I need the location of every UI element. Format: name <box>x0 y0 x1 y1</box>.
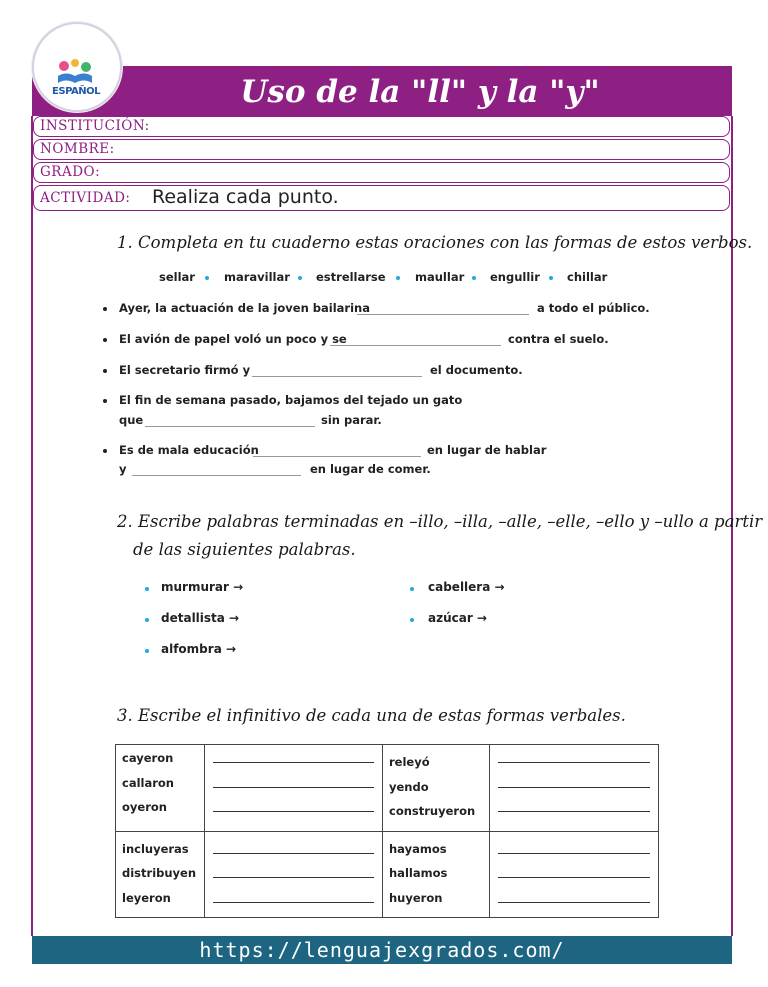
sentence-1-part-a: Ayer, la actuación de la joven bailarina <box>119 301 370 315</box>
list-dot <box>410 587 414 591</box>
table-cell <box>383 745 490 832</box>
answer-blank[interactable] <box>357 314 529 315</box>
sentence-4-part-a: El fin de semana pasado, bajamos del tejado un gato <box>119 393 463 407</box>
sentence-4-part-b: sin parar. <box>321 413 382 427</box>
word-murmurar: murmurar → <box>161 580 244 594</box>
table-cell <box>116 831 205 918</box>
bullet <box>103 449 107 453</box>
answer-line[interactable] <box>213 840 374 854</box>
word-cabellera: cabellera → <box>428 580 505 594</box>
sentence-2-part-b: contra el suelo. <box>508 332 609 346</box>
worksheet-title: Uso de la "ll" y la "y" <box>240 74 600 110</box>
section1-heading: 1. Completa en tu cuaderno estas oraciones con las formas de estos verbos. <box>117 233 753 252</box>
word-azucar: azúcar → <box>428 611 487 625</box>
answer-line[interactable] <box>213 774 374 788</box>
field-actividad[interactable] <box>33 185 730 211</box>
separator-dot <box>396 276 400 280</box>
word-alfombra: alfombra → <box>161 642 237 656</box>
separator-dot <box>205 276 209 280</box>
answer-line[interactable] <box>213 864 374 878</box>
separator-dot <box>298 276 302 280</box>
table-cell <box>116 745 205 832</box>
verb-form: yendo <box>389 779 429 794</box>
answer-line[interactable] <box>498 749 650 763</box>
verb-form: hallamos <box>389 866 448 880</box>
separator-dot <box>549 276 553 280</box>
list-dot <box>145 649 149 653</box>
table-cell <box>205 745 383 832</box>
logo-word: ESPAÑOL <box>52 86 100 97</box>
section2-heading-line1: 2. Escribe palabras terminadas en –illo, –illa, –alle, –elle, –ello y –ullo a partir <box>117 512 763 531</box>
footer-url[interactable]: https://lenguajexgrados.com/ <box>32 936 732 964</box>
answer-line[interactable] <box>498 889 650 903</box>
verbs-table <box>115 744 659 918</box>
list-dot <box>145 587 149 591</box>
sentence-5-part-b2: en lugar de comer. <box>310 462 431 476</box>
list-dot <box>410 618 414 622</box>
verb-form: distribuyen <box>122 866 197 880</box>
verb-form: callaron <box>122 775 174 790</box>
verb-form: huyeron <box>389 890 443 905</box>
answer-line[interactable] <box>498 864 650 878</box>
verb-form: hayamos <box>389 841 447 856</box>
sentence-1-part-b: a todo el público. <box>537 301 650 315</box>
sentence-5-part-a: Es de mala educación <box>119 443 259 457</box>
section2-heading-line2: de las siguientes palabras. <box>133 540 356 559</box>
bullet <box>103 338 107 342</box>
sentence-2-part-a: El avión de papel voló un poco y se <box>119 332 347 346</box>
word-detallista: detallista → <box>161 611 240 625</box>
bullet <box>103 307 107 311</box>
sentence-3-part-b: el documento. <box>430 363 523 377</box>
sentence-4-part-a2: que <box>119 413 144 427</box>
answer-blank[interactable] <box>330 345 501 346</box>
answer-blank[interactable] <box>145 426 315 427</box>
answer-line[interactable] <box>498 774 650 788</box>
sentence-3-part-a: El secretario firmó y <box>119 363 251 377</box>
field-institucion[interactable] <box>33 116 730 137</box>
answer-line[interactable] <box>498 798 650 812</box>
field-label: ACTIVIDAD: <box>40 190 131 206</box>
verb-form: cayeron <box>122 751 174 765</box>
answer-blank[interactable] <box>132 475 301 476</box>
sentence-5-part-b: en lugar de hablar <box>427 443 547 457</box>
verb-maullar: maullar <box>415 270 465 284</box>
field-value: Realiza cada punto. <box>152 186 339 208</box>
field-grado[interactable] <box>33 162 730 183</box>
list-dot <box>145 618 149 622</box>
table-cell <box>490 831 659 918</box>
verb-form: construyeron <box>389 804 476 818</box>
answer-line[interactable] <box>213 889 374 903</box>
field-label: NOMBRE: <box>40 141 115 157</box>
verb-estrellarse: estrellarse <box>316 270 386 284</box>
field-label: INSTITUCIÓN: <box>40 118 150 134</box>
table-row <box>116 831 659 918</box>
answer-line[interactable] <box>498 840 650 854</box>
bullet <box>103 399 107 403</box>
answer-line[interactable] <box>213 798 374 812</box>
separator-dot <box>472 276 476 280</box>
verb-chillar: chillar <box>567 270 608 284</box>
table-cell <box>383 831 490 918</box>
verb-engullir: engullir <box>490 270 540 284</box>
field-label: GRADO: <box>40 164 101 180</box>
answer-blank[interactable] <box>253 456 421 457</box>
answer-blank[interactable] <box>252 376 422 377</box>
left-border <box>31 116 33 936</box>
verb-sellar: sellar <box>159 270 195 284</box>
verb-form: oyeron <box>122 800 167 814</box>
table-cell <box>490 745 659 832</box>
bullet <box>103 369 107 373</box>
sentence-5-part-a2: y <box>119 462 127 476</box>
table-row <box>116 745 659 832</box>
answer-line[interactable] <box>213 749 374 763</box>
verb-form: leyeron <box>122 890 171 905</box>
verb-form: releyó <box>389 755 430 769</box>
section3-heading: 3. Escribe el infinitivo de cada una de estas formas verbales. <box>117 706 626 725</box>
logo-book-icon <box>56 58 94 84</box>
verb-maravillar: maravillar <box>224 270 290 284</box>
table-cell <box>205 831 383 918</box>
field-nombre[interactable] <box>33 139 730 160</box>
verb-form: incluyeras <box>122 841 189 856</box>
